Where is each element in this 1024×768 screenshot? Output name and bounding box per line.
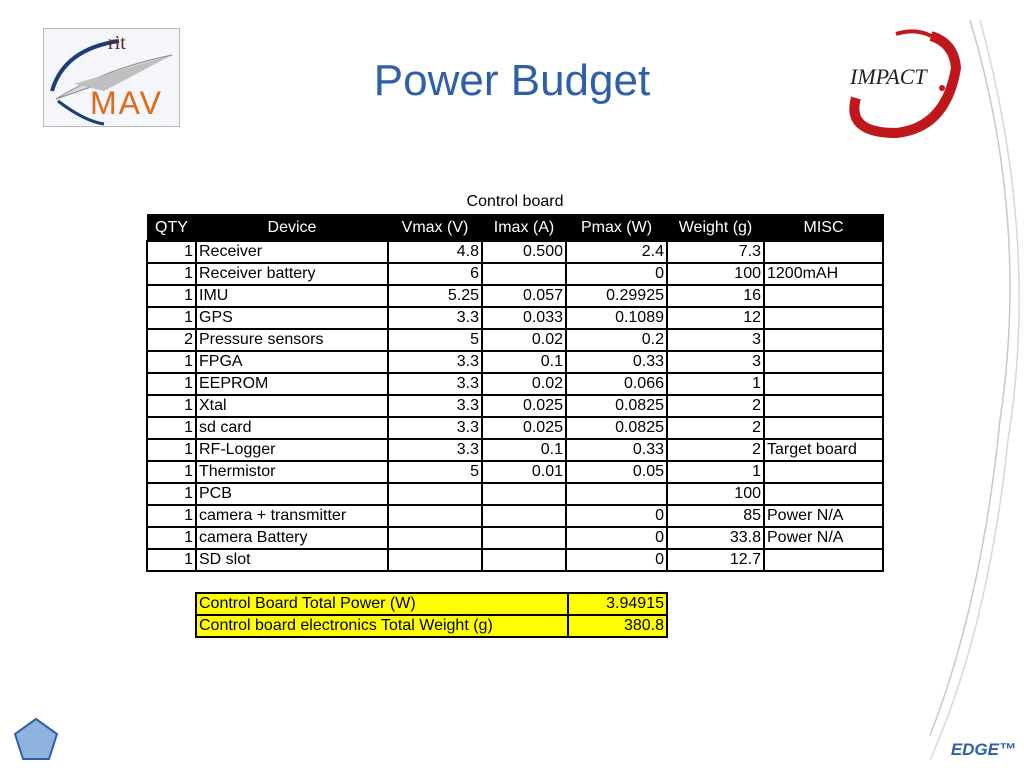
cell-misc <box>764 483 883 505</box>
cell-vmax: 3.3 <box>388 307 482 329</box>
total-power-label: Control Board Total Power (W) <box>196 593 568 615</box>
decorative-curve <box>930 20 1024 760</box>
cell-misc <box>764 285 883 307</box>
cell-pmax: 0.0825 <box>566 395 667 417</box>
cell-pmax: 0 <box>566 505 667 527</box>
cell-imax: 0.500 <box>482 241 566 263</box>
cell-qty: 1 <box>147 439 196 461</box>
cell-vmax: 5.25 <box>388 285 482 307</box>
cell-imax <box>482 263 566 285</box>
table-row <box>147 505 883 527</box>
cell-imax <box>482 527 566 549</box>
cell-device: SD slot <box>196 549 388 571</box>
cell-qty: 1 <box>147 461 196 483</box>
cell-device: IMU <box>196 285 388 307</box>
cell-weight: 2 <box>667 417 764 439</box>
table-row <box>147 285 883 307</box>
cell-device: Receiver <box>196 241 388 263</box>
slide-title: Power Budget <box>373 56 651 105</box>
cell-vmax: 3.3 <box>388 417 482 439</box>
header-device: Device <box>196 215 388 242</box>
cell-device: FPGA <box>196 351 388 373</box>
cell-weight: 12 <box>667 307 764 329</box>
cell-vmax: 3.3 <box>388 351 482 373</box>
cell-weight: 2 <box>667 395 764 417</box>
total-power-value: 3.94915 <box>568 593 667 615</box>
cell-imax: 0.033 <box>482 307 566 329</box>
cell-imax: 0.025 <box>482 417 566 439</box>
total-weight-label: Control board electronics Total Weight (g) <box>196 615 568 637</box>
cell-vmax <box>388 527 482 549</box>
cell-vmax: 3.3 <box>388 439 482 461</box>
cell-qty: 1 <box>147 307 196 329</box>
cell-pmax: 0 <box>566 527 667 549</box>
table-row <box>147 307 883 329</box>
cell-misc <box>764 373 883 395</box>
cell-vmax <box>388 483 482 505</box>
cell-weight: 1 <box>667 373 764 395</box>
logo-rit-text: rit <box>108 32 126 54</box>
power-budget-table <box>146 214 884 572</box>
cell-misc <box>764 329 883 351</box>
header-misc: MISC <box>764 215 883 242</box>
cell-device: sd card <box>196 417 388 439</box>
cell-imax: 0.1 <box>482 351 566 373</box>
cell-imax: 0.01 <box>482 461 566 483</box>
cell-weight: 7.3 <box>667 241 764 263</box>
table-row <box>147 373 883 395</box>
cell-device: PCB <box>196 483 388 505</box>
cell-vmax: 4.8 <box>388 241 482 263</box>
cell-pmax: 0.1089 <box>566 307 667 329</box>
cell-pmax: 0.29925 <box>566 285 667 307</box>
header-weight: Weight (g) <box>667 215 764 242</box>
total-weight-value: 380.8 <box>568 615 667 637</box>
cell-imax: 0.02 <box>482 329 566 351</box>
cell-pmax: 0.33 <box>566 351 667 373</box>
cell-misc: 1200mAH <box>764 263 883 285</box>
cell-misc <box>764 549 883 571</box>
cell-weight: 16 <box>667 285 764 307</box>
table-row <box>147 439 883 461</box>
cell-pmax: 2.4 <box>566 241 667 263</box>
cell-imax: 0.057 <box>482 285 566 307</box>
cell-weight: 85 <box>667 505 764 527</box>
cell-device: Thermistor <box>196 461 388 483</box>
cell-device: Xtal <box>196 395 388 417</box>
cell-misc <box>764 461 883 483</box>
cell-imax <box>482 549 566 571</box>
cell-pmax: 0 <box>566 549 667 571</box>
cell-vmax <box>388 549 482 571</box>
cell-pmax: 0.05 <box>566 461 667 483</box>
cell-misc: Power N/A <box>764 527 883 549</box>
table-caption: Control board <box>466 193 564 210</box>
cell-device: RF-Logger <box>196 439 388 461</box>
cell-weight: 3 <box>667 329 764 351</box>
cell-device: Pressure sensors <box>196 329 388 351</box>
header-imax: Imax (A) <box>482 215 566 242</box>
table-header-row <box>147 215 883 242</box>
cell-vmax: 3.3 <box>388 395 482 417</box>
cell-imax: 0.025 <box>482 395 566 417</box>
cell-imax <box>482 505 566 527</box>
pentagon-nav-icon[interactable] <box>12 716 60 762</box>
edge-brand: EDGE™ <box>950 740 1016 759</box>
cell-imax: 0.02 <box>482 373 566 395</box>
cell-qty: 1 <box>147 241 196 263</box>
logo-mav-text: MAV <box>90 85 163 121</box>
cell-weight: 33.8 <box>667 527 764 549</box>
cell-vmax <box>388 505 482 527</box>
cell-misc <box>764 351 883 373</box>
totals-table <box>195 592 668 638</box>
cell-weight: 3 <box>667 351 764 373</box>
table-row <box>147 549 883 571</box>
table-row <box>147 527 883 549</box>
cell-vmax: 5 <box>388 329 482 351</box>
cell-pmax: 0.0825 <box>566 417 667 439</box>
cell-weight: 100 <box>667 263 764 285</box>
cell-imax <box>482 483 566 505</box>
cell-qty: 2 <box>147 329 196 351</box>
cell-misc <box>764 417 883 439</box>
cell-qty: 1 <box>147 351 196 373</box>
total-weight-row <box>196 615 667 637</box>
cell-qty: 1 <box>147 373 196 395</box>
table-row <box>147 395 883 417</box>
cell-qty: 1 <box>147 505 196 527</box>
cell-weight: 2 <box>667 439 764 461</box>
cell-weight: 100 <box>667 483 764 505</box>
total-power-row <box>196 593 667 615</box>
table-row <box>147 329 883 351</box>
cell-misc <box>764 395 883 417</box>
table-row <box>147 483 883 505</box>
cell-vmax: 6 <box>388 263 482 285</box>
cell-pmax <box>566 483 667 505</box>
impact-logo-text: IMPACT <box>850 64 927 89</box>
header-qty: QTY <box>147 215 196 242</box>
table-row <box>147 461 883 483</box>
cell-vmax: 3.3 <box>388 373 482 395</box>
header-vmax: Vmax (V) <box>388 215 482 242</box>
cell-device: GPS <box>196 307 388 329</box>
cell-weight: 1 <box>667 461 764 483</box>
cell-misc: Power N/A <box>764 505 883 527</box>
cell-qty: 1 <box>147 417 196 439</box>
cell-qty: 1 <box>147 395 196 417</box>
cell-vmax: 5 <box>388 461 482 483</box>
table-row <box>147 263 883 285</box>
table-body <box>147 241 883 571</box>
cell-qty: 1 <box>147 483 196 505</box>
cell-qty: 1 <box>147 527 196 549</box>
table-row <box>147 241 883 263</box>
cell-device: Receiver battery <box>196 263 388 285</box>
cell-pmax: 0 <box>566 263 667 285</box>
cell-pmax: 0.33 <box>566 439 667 461</box>
cell-device: camera Battery <box>196 527 388 549</box>
cell-qty: 1 <box>147 263 196 285</box>
table-row <box>147 351 883 373</box>
cell-device: camera + transmitter <box>196 505 388 527</box>
cell-device: EEPROM <box>196 373 388 395</box>
cell-misc: Target board <box>764 439 883 461</box>
cell-weight: 12.7 <box>667 549 764 571</box>
cell-qty: 1 <box>147 549 196 571</box>
cell-pmax: 0.066 <box>566 373 667 395</box>
cell-misc <box>764 307 883 329</box>
cell-misc <box>764 241 883 263</box>
header-pmax: Pmax (W) <box>566 215 667 242</box>
cell-qty: 1 <box>147 285 196 307</box>
cell-imax: 0.1 <box>482 439 566 461</box>
table-row <box>147 417 883 439</box>
cell-pmax: 0.2 <box>566 329 667 351</box>
